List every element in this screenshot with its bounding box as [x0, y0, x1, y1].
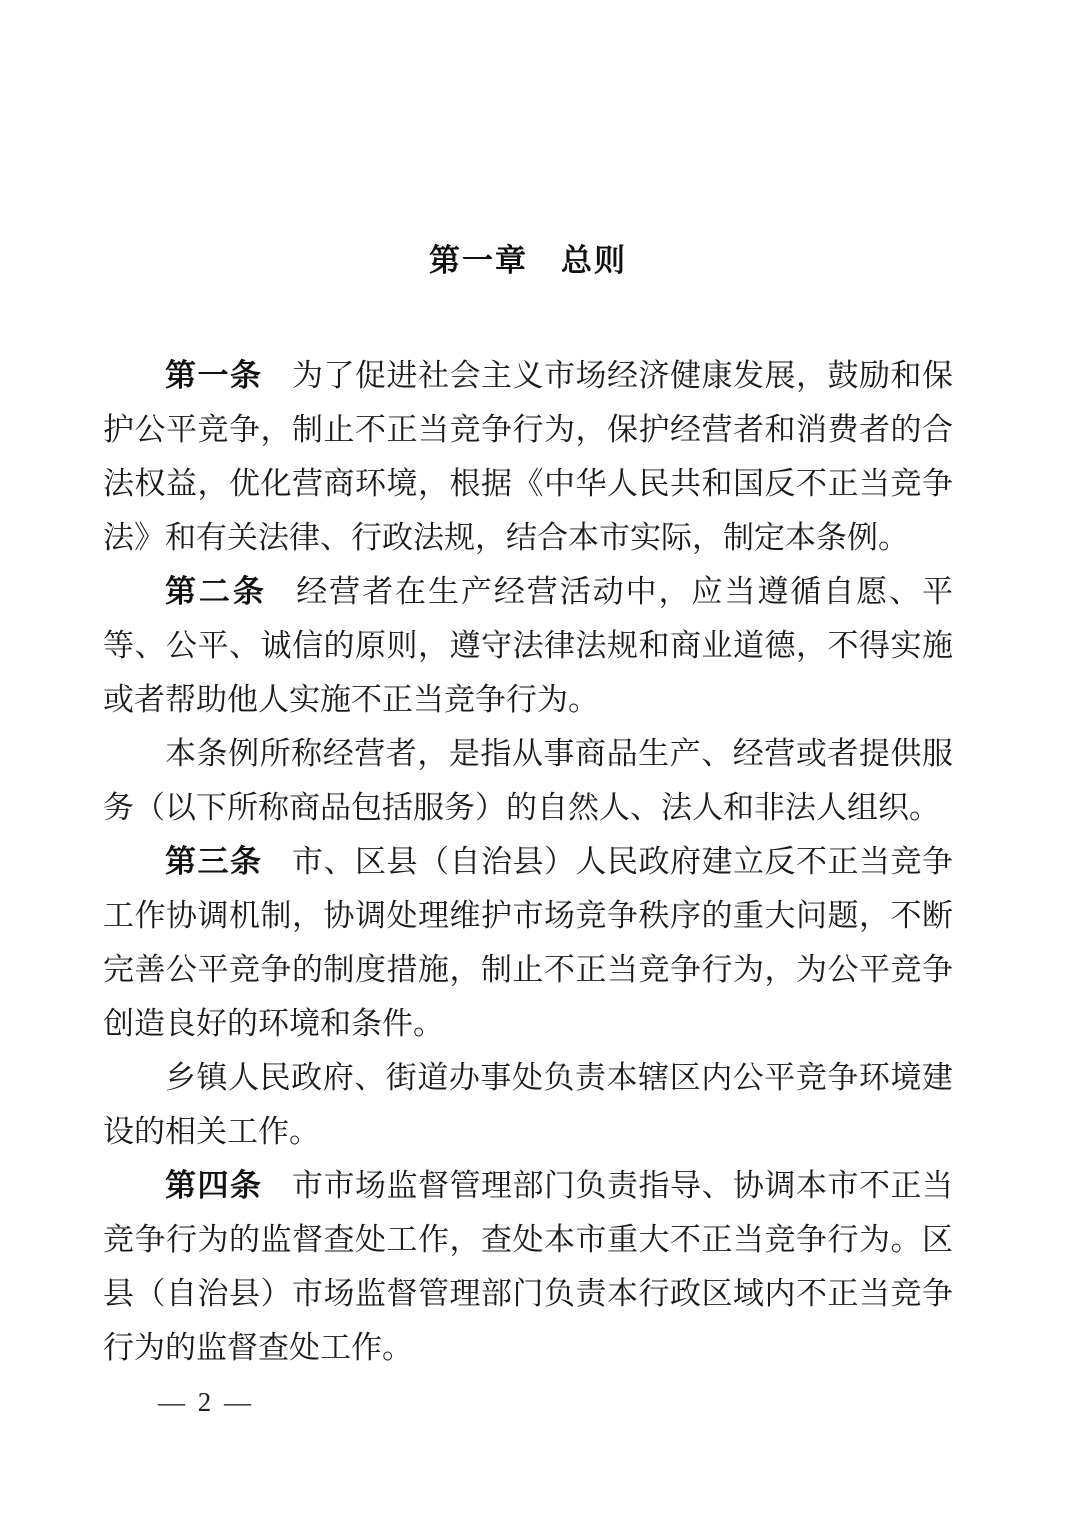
paragraph-text: 市、区县（自治县）人民政府建立反不正当竞争工作协调机制，协调处理维护市场竞争秩序的重大问题，不断完善公平竞争的制度措施，制止不正当竞争行为，为公平竞争创造良好的环境和条件。	[103, 844, 954, 1041]
paragraph-text: 为了促进社会主义市场经济健康发展，鼓励和保护公平竞争，制止不正当竞争行为，保护经营者和消费者的合法权益，优化营商环境，根据《中华人民共和国反不正当竞争法》和有关法律、行政法规，结合本市实际，制定本条例。	[103, 358, 954, 555]
paragraph-text: 经营者在生产经营活动中，应当遵循自愿、平等、公平、诚信的原则，遵守法律法规和商业道德，不得实施或者帮助他人实施不正当竞争行为。	[103, 574, 954, 717]
article-number-label: 第二条	[165, 574, 267, 609]
paragraph	[103, 349, 953, 565]
paragraph	[103, 835, 953, 1051]
article-number-label: 第四条	[165, 1168, 263, 1203]
document-body	[103, 349, 953, 1375]
paragraph-text: 乡镇人民政府、街道办事处负责本辖区内公平竞争环境建设的相关工作。	[103, 1060, 953, 1149]
page-number: — 2 —	[158, 1387, 254, 1417]
paragraph	[103, 565, 953, 727]
paragraph	[103, 727, 953, 835]
paragraph-text: 本条例所称经营者，是指从事商品生产、经营或者提供服务（以下所称商品包括服务）的自然人、法人和非法人组织。	[103, 736, 953, 825]
paragraph	[103, 1051, 953, 1159]
paragraph	[103, 1159, 953, 1375]
article-number-label: 第三条	[165, 844, 263, 879]
article-number-label: 第一条	[165, 358, 263, 393]
paragraph-text: 市市场监督管理部门负责指导、协调本市不正当竞争行为的监督查处工作，查处本市重大不正当竞争行为。区县（自治县）市场监督管理部门负责本行政区域内不正当竞争行为的监督查处工作。	[103, 1168, 954, 1365]
chapter-title: 第一章 总则	[429, 243, 627, 278]
